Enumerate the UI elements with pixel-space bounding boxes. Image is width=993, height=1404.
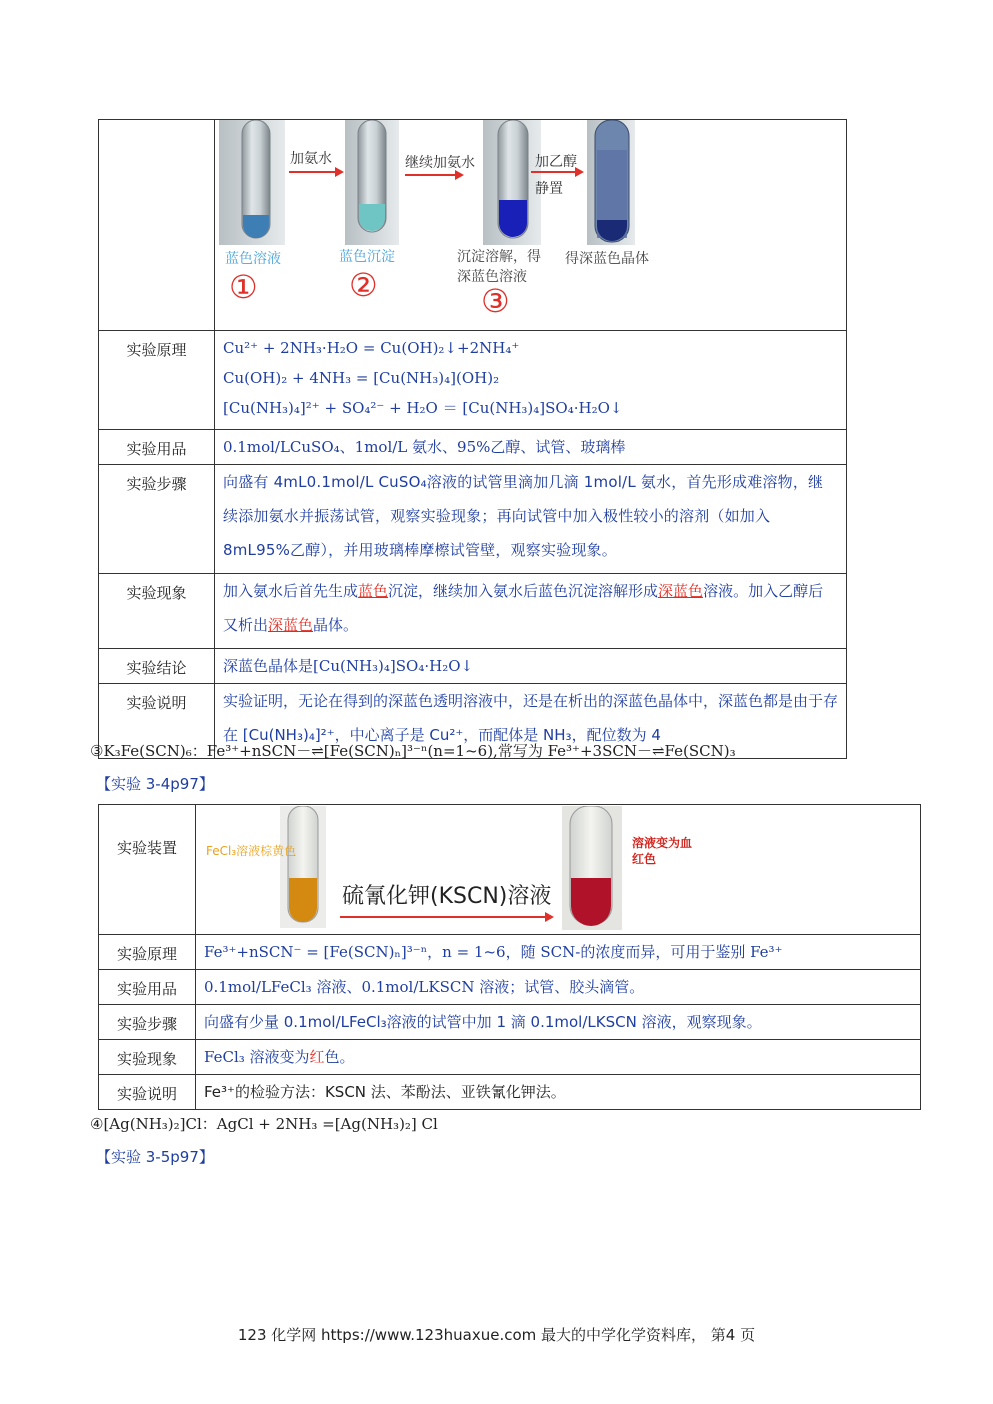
row-label: 实验步骤 — [99, 465, 215, 574]
page-footer: 123 化学网 https://www.123huaxue.com 最大的中学化学资料库， 第4 页 — [237, 1326, 756, 1344]
equation-3: [Cu(NH₃)₄]²⁺ + SO₄²⁻ + H₂O ＝ [Cu(NH₃)₄]SO₄·H₂O↓ — [223, 399, 623, 417]
experiment-heading: 【实验 3-5p97】 — [96, 1148, 214, 1166]
equation-2: Cu(OH)₂ + 4NH₃ = [Cu(NH₃)₄](OH)₂ — [223, 369, 500, 387]
phenomenon-cell — [215, 574, 847, 649]
tube-blue-solution — [219, 120, 285, 245]
caption-dissolve: 沉淀溶解，得 — [457, 249, 541, 265]
tube-blood-red — [562, 806, 622, 930]
row-label: 实验说明 — [99, 684, 215, 759]
blood-red-label: 溶液变为血红色 — [632, 836, 693, 866]
arrow2-label: 继续加氨水 — [405, 155, 475, 171]
number-3-icon: ③ — [481, 282, 510, 320]
ferric-chloride-label: FeCl₃溶液棕黄色 — [206, 844, 297, 858]
row-label: 实验现象 — [99, 1040, 196, 1075]
phenomenon-text: FeCl₃ 溶液变为 — [204, 1048, 310, 1066]
arrow3-sublabel: 静置 — [535, 181, 563, 197]
tube-ferric-chloride — [280, 806, 326, 928]
row-label: 实验原理 — [99, 935, 196, 970]
row-label: 实验装置 — [99, 805, 196, 935]
phenomenon-text: 色。 — [324, 1048, 355, 1066]
row-content: 向盛有 4mL0.1mol/L CuSO₄溶液的试管里滴加几滴 1mol/L 氨水，首先形成难溶物，继续添加氨水并振荡试管，观察实验现象；再向试管中加入极性较小的溶剂（如加入 8mL95%乙醇），并用玻璃棒摩檫试管壁，观察实验现象。 — [215, 465, 847, 574]
number-2-icon: ② — [349, 266, 378, 304]
figure-cell — [215, 120, 847, 331]
row-content: 向盛有少量 0.1mol/LFeCl₃溶液的试管中加 1 滴 0.1mol/LKSCN 溶液，观察现象。 — [196, 1005, 921, 1040]
arrow-icon — [340, 912, 554, 922]
highlight-red: 红 — [309, 1048, 325, 1066]
row-label: 实验原理 — [99, 331, 215, 430]
row-content: 0.1mol/LFeCl₃ 溶液、0.1mol/LKSCN 溶液；试管、胶头滴管。 — [196, 970, 921, 1005]
row-content: 实验证明，无论在得到的深蓝色透明溶液中，还是在析出的深蓝色晶体中，深蓝色都是由于存在 [Cu(NH₃)₄]²⁺，中心离子是 Cu²⁺，而配体是 NH₃，配位数为 4 — [215, 684, 847, 759]
highlight-blue: 蓝色 — [358, 582, 389, 600]
row-content: Fe³⁺+nSCN⁻ = [Fe(SCN)ₙ]³⁻ⁿ，n = 1~6，随 SCN-的浓度而异，可用于鉴别 Fe³⁺ — [196, 935, 921, 970]
highlight-deep-blue: 深蓝色 — [268, 616, 314, 634]
equation-1: Cu²⁺ + 2NH₃·H₂O = Cu(OH)₂↓+2NH₄⁺ — [223, 339, 520, 357]
complex-equation-4: ④[Ag(NH₃)₂]Cl：AgCl + 2NH₃ =[Ag(NH₃)₂] Cl — [90, 1115, 438, 1133]
figure-label-cell — [99, 120, 215, 331]
reagent-label: 硫氰化钾(KSCN)溶液 — [342, 884, 552, 909]
principle-cell — [215, 331, 847, 430]
arrow-icon — [289, 167, 344, 177]
row-label: 实验现象 — [99, 574, 215, 649]
kscn-figure — [200, 806, 720, 932]
row-label: 实验用品 — [99, 430, 215, 465]
phenomenon-text: 加入氨水后首先生成 — [223, 582, 359, 600]
caption-blue-precipitate: 蓝色沉淀 — [339, 249, 395, 265]
phenomenon-text: 沉淀，继续加入氨水后蓝色沉淀溶解形成 — [388, 582, 659, 600]
caption-blue-solution: 蓝色溶液 — [225, 251, 281, 267]
experiment-heading: 【实验 3-4p97】 — [96, 775, 214, 793]
tube-blue-precipitate — [345, 120, 399, 245]
arrow3-label: 加乙醇 — [535, 154, 577, 170]
caption-deep-blue-crystal: 得深蓝色晶体 — [565, 251, 649, 267]
number-1-icon: ① — [229, 268, 258, 306]
ferric-thiocyanate-experiment-table — [98, 804, 921, 1110]
row-label: 实验用品 — [99, 970, 196, 1005]
phenomenon-text: 溶液。加入乙醇后又析出 — [223, 582, 824, 634]
conclusion-cell: 深蓝色晶体是[Cu(NH₃)₄]SO₄·H₂O↓ — [215, 649, 847, 684]
row-content: 0.1mol/LCuSO₄、1mol/L 氨水、95%乙醇、试管、玻璃棒 — [215, 430, 847, 465]
complex-equation-3: ③K₃Fe(SCN)₆：Fe³⁺+nSCN－⇌[Fe(SCN)ₙ]³⁻ⁿ(n=1~6),常写为 Fe³⁺+3SCN－⇌Fe(SCN)₃ — [90, 742, 736, 760]
caption-deep-blue-solution: 深蓝色溶液 — [457, 269, 527, 285]
apparatus-cell — [196, 805, 921, 935]
phenomenon-text: 晶体。 — [313, 616, 359, 634]
row-label: 实验步骤 — [99, 1005, 196, 1040]
row-content: Fe³⁺的检验方法：KSCN 法、苯酚法、亚铁氰化钾法。 — [196, 1075, 921, 1110]
tube-deep-blue-solution — [483, 120, 541, 245]
phenomenon-cell — [196, 1040, 921, 1075]
test-tube-figure — [217, 120, 677, 325]
arrow1-label: 加氨水 — [290, 151, 332, 167]
tube-deep-blue-crystal — [587, 120, 635, 245]
highlight-deep-blue: 深蓝色 — [658, 582, 704, 600]
copper-ammonia-experiment-table — [98, 119, 847, 759]
row-label: 实验说明 — [99, 1075, 196, 1110]
row-label: 实验结论 — [99, 649, 215, 684]
